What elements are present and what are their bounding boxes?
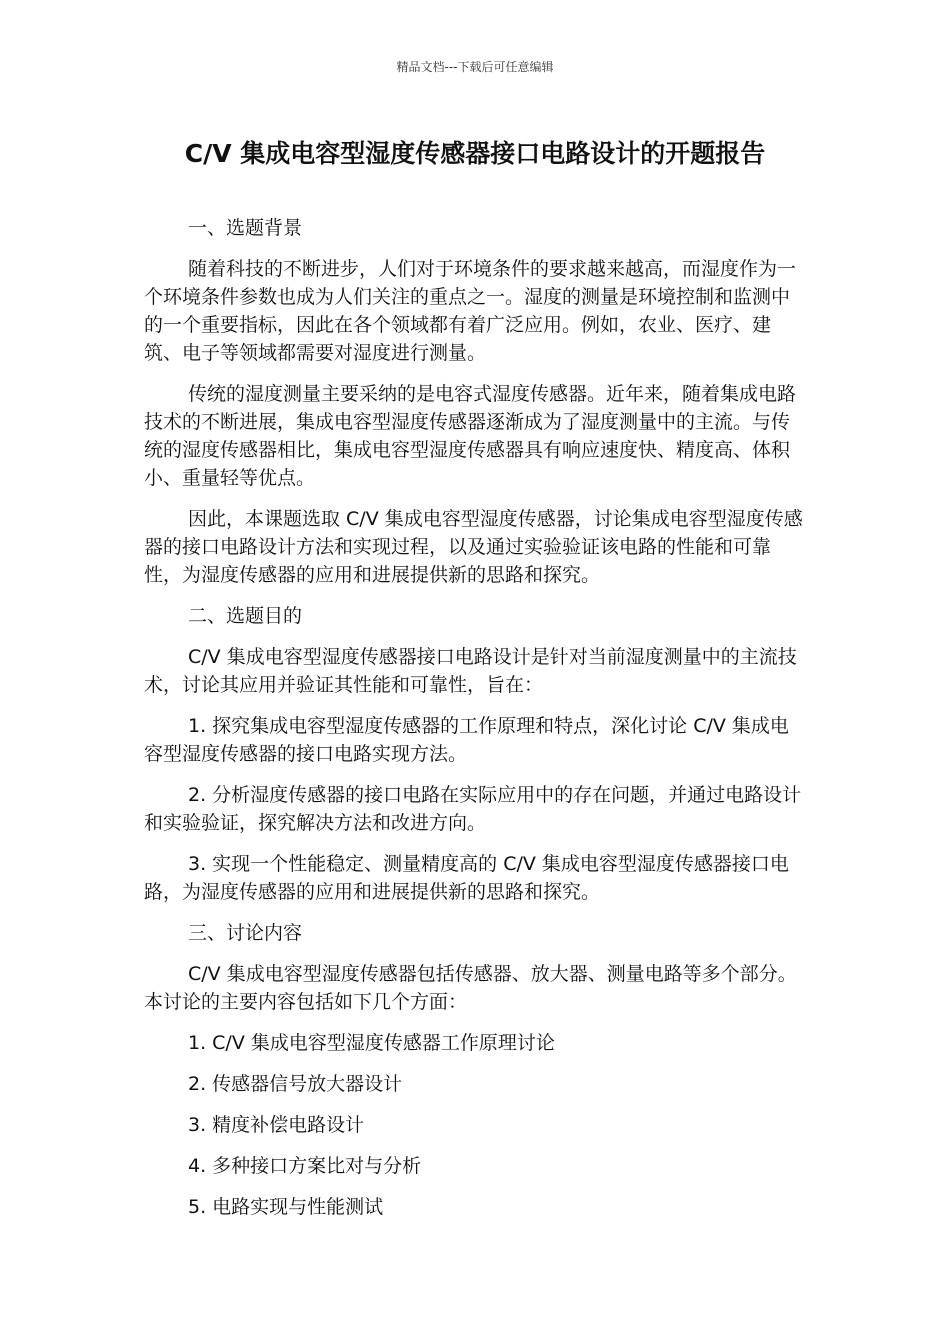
list-item: 1. C/V 集成电容型湿度传感器工作原理讨论 xyxy=(188,1032,555,1054)
list-item: 1. 探究集成电容型湿度传感器的工作原理和特点，深化讨论 C/V 集成电容型湿度传感器的接口电路实现方法。 xyxy=(144,715,789,765)
header-note: 精品文档---下载后可任意编辑 xyxy=(396,60,554,74)
list-item: 3. 实现一个性能稳定、测量精度高的 C/V 集成电容型湿度传感器接口电路，为湿度传感器的应用和进展提供新的思路和探究。 xyxy=(144,853,789,903)
paragraph: 因此，本课题选取 C/V 集成电容型湿度传感器，讨论集成电容型湿度传感器的接口电路设计方法和实现过程，以及通过实验验证该电路的性能和可靠性，为湿度传感器的应用和进展提供新的思路和探究。 xyxy=(144,508,803,586)
list-item: 2. 传感器信号放大器设计 xyxy=(188,1073,403,1095)
paragraph: C/V 集成电容型湿度传感器包括传感器、放大器、测量电路等多个部分。本讨论的主要内容包括如下几个方面： xyxy=(144,963,797,1013)
list-item: 2. 分析湿度传感器的接口电路在实际应用中的存在问题，并通过电路设计和实验验证，探究解决方法和改进方向。 xyxy=(144,784,802,834)
section-heading-purpose: 二、选题目的 xyxy=(188,605,303,627)
section-heading-background: 一、选题背景 xyxy=(188,217,303,239)
paragraph: C/V 集成电容型湿度传感器接口电路设计是针对当前湿度测量中的主流技术，讨论其应用并验证其性能和可靠性，旨在： xyxy=(144,646,797,696)
section-heading-content: 三、讨论内容 xyxy=(188,922,303,944)
list-item: 4. 多种接口方案比对与分析 xyxy=(188,1155,422,1177)
paragraph: 传统的湿度测量主要采纳的是电容式湿度传感器。近年来，随着集成电路技术的不断进展，集成电容型湿度传感器逐渐成为了湿度测量中的主流。与传统的湿度传感器相比，集成电容型湿度传感器具有响应速度快、精度高、体积小、重量轻等优点。 xyxy=(144,383,797,489)
paragraph: 随着科技的不断进步，人们对于环境条件的要求越来越高，而湿度作为一个环境条件参数也成为人们关注的重点之一。湿度的测量是环境控制和监测中的一个重要指标，因此在各个领域都有着广泛应用。例如，农业、医疗、建筑、电子等领域都需要对湿度进行测量。 xyxy=(144,258,797,364)
list-item: 5. 电路实现与性能测试 xyxy=(188,1196,384,1218)
document-title: C/V 集成电容型湿度传感器接口电路设计的开题报告 xyxy=(184,139,766,168)
document-body xyxy=(144,214,804,1234)
list-item: 3. 精度补偿电路设计 xyxy=(188,1114,365,1136)
